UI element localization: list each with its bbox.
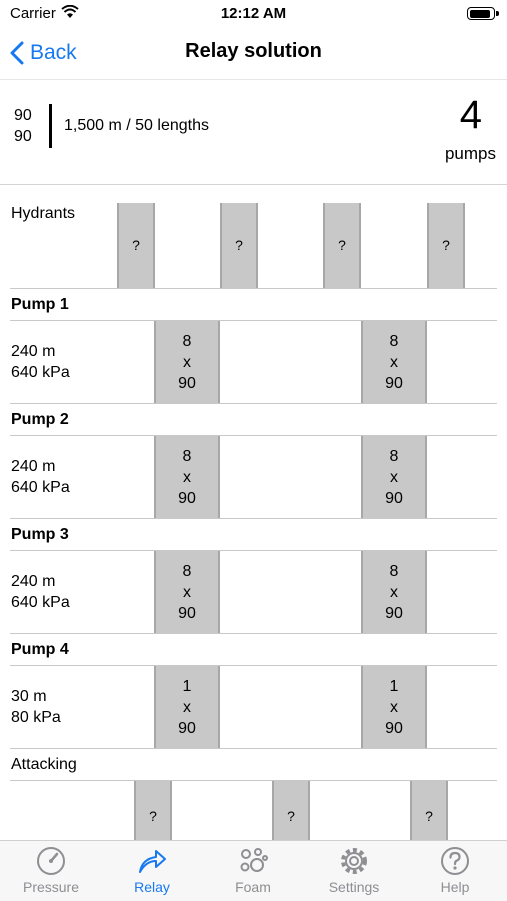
battery-tip bbox=[496, 11, 499, 16]
attack-marker-text: ? bbox=[149, 808, 157, 824]
segment-x: x bbox=[390, 353, 398, 371]
segment-count: 8 bbox=[182, 332, 192, 350]
segment-count: 8 bbox=[389, 562, 399, 580]
segment-x: x bbox=[183, 583, 191, 601]
pump-2-distance: 240 m bbox=[11, 458, 56, 475]
hose-size-bottom: 90 bbox=[14, 128, 32, 145]
question-icon bbox=[439, 845, 471, 877]
segment-size: 90 bbox=[385, 489, 403, 507]
segment-count: 1 bbox=[389, 677, 399, 695]
segment-size: 90 bbox=[178, 489, 196, 507]
attack-marker bbox=[272, 781, 310, 840]
hose-segment bbox=[154, 666, 220, 748]
tab-help[interactable] bbox=[410, 845, 500, 895]
pump-3-distance: 240 m bbox=[11, 573, 56, 590]
back-label: Back bbox=[30, 41, 77, 64]
pump-3-pressure: 640 kPa bbox=[11, 594, 70, 611]
gear-icon bbox=[338, 845, 370, 877]
attack-marker-text: ? bbox=[425, 808, 433, 824]
hydrant-marker-text: ? bbox=[338, 237, 346, 253]
segment-count: 8 bbox=[182, 447, 192, 465]
segment-x: x bbox=[183, 698, 191, 716]
hose-segment bbox=[154, 321, 220, 403]
tab-foam[interactable] bbox=[208, 845, 298, 895]
segment-count: 8 bbox=[389, 447, 399, 465]
hydrant-marker-text: ? bbox=[132, 237, 140, 253]
hydrant-marker bbox=[220, 203, 258, 288]
hydrant-marker-text: ? bbox=[442, 237, 450, 253]
hydrant-marker bbox=[323, 203, 361, 288]
hose-segment bbox=[361, 321, 427, 403]
attack-marker bbox=[410, 781, 448, 840]
pump-2-title: Pump 2 bbox=[11, 411, 69, 428]
gauge-icon bbox=[35, 845, 67, 877]
row-separator bbox=[10, 288, 497, 289]
segment-x: x bbox=[390, 698, 398, 716]
row-separator bbox=[10, 748, 497, 749]
relay-arrow-icon bbox=[136, 845, 168, 877]
pump-4-title: Pump 4 bbox=[11, 641, 69, 658]
hose-segment bbox=[361, 666, 427, 748]
segment-x: x bbox=[183, 468, 191, 486]
page-title: Relay solution bbox=[185, 40, 322, 62]
carrier-label: Carrier bbox=[10, 5, 56, 22]
tab-pressure-label: Pressure bbox=[22, 879, 80, 895]
pump-1-distance: 240 m bbox=[11, 343, 56, 360]
tab-pressure[interactable] bbox=[6, 845, 96, 895]
segment-size: 90 bbox=[178, 719, 196, 737]
row-separator bbox=[10, 633, 497, 634]
pump-4-distance: 30 m bbox=[11, 688, 47, 705]
attack-marker bbox=[134, 781, 172, 840]
status-time: 12:12 AM bbox=[220, 5, 287, 22]
segment-size: 90 bbox=[385, 374, 403, 392]
row-separator bbox=[10, 518, 497, 519]
segment-size: 90 bbox=[178, 374, 196, 392]
tab-relay[interactable] bbox=[107, 845, 197, 895]
segment-x: x bbox=[183, 353, 191, 371]
tab-settings[interactable] bbox=[309, 845, 399, 895]
segment-size: 90 bbox=[178, 604, 196, 622]
attacking-label: Attacking bbox=[11, 756, 77, 773]
tab-help-label: Help bbox=[440, 879, 470, 895]
hose-size-top: 90 bbox=[14, 107, 32, 124]
segment-x: x bbox=[390, 583, 398, 601]
status-bar bbox=[0, 0, 507, 28]
hydrant-marker bbox=[427, 203, 465, 288]
summary-divider bbox=[49, 104, 52, 148]
segment-count: 8 bbox=[389, 332, 399, 350]
pump-1-pressure: 640 kPa bbox=[11, 364, 70, 381]
total-length: 1,500 m / 50 lengths bbox=[64, 117, 209, 134]
tab-relay-label: Relay bbox=[134, 879, 170, 895]
pump-4-pressure: 80 kPa bbox=[11, 709, 61, 726]
pump-1-title: Pump 1 bbox=[11, 296, 69, 313]
hydrants-label: Hydrants bbox=[11, 205, 76, 222]
segment-size: 90 bbox=[385, 719, 403, 737]
hose-segment bbox=[154, 551, 220, 633]
tab-settings-label: Settings bbox=[328, 879, 380, 895]
segment-count: 1 bbox=[182, 677, 192, 695]
battery-icon bbox=[467, 7, 495, 20]
hydrant-marker bbox=[117, 203, 155, 288]
attack-marker-text: ? bbox=[287, 808, 295, 824]
hose-segment bbox=[361, 436, 427, 518]
bubbles-icon bbox=[237, 845, 269, 877]
pump-count-label: pumps bbox=[444, 144, 496, 163]
segment-x: x bbox=[390, 468, 398, 486]
tab-foam-label: Foam bbox=[235, 879, 271, 895]
pump-3-title: Pump 3 bbox=[11, 526, 69, 543]
hose-segment bbox=[361, 551, 427, 633]
pump-count: 4 bbox=[459, 93, 482, 137]
pump-2-pressure: 640 kPa bbox=[11, 479, 70, 496]
row-separator bbox=[10, 403, 497, 404]
hydrant-marker-text: ? bbox=[235, 237, 243, 253]
segment-size: 90 bbox=[385, 604, 403, 622]
segment-count: 8 bbox=[182, 562, 192, 580]
hose-segment bbox=[154, 436, 220, 518]
